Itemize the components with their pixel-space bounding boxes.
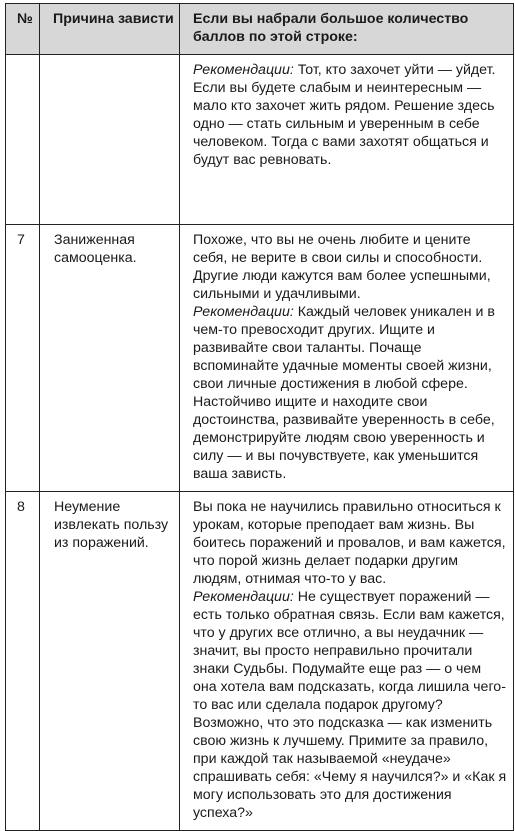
header-cause: Причина зависти (40, 4, 180, 55)
recommendation-paragraph (193, 61, 508, 169)
row-text (180, 225, 514, 492)
row-number: 7 (6, 225, 40, 492)
row-text (180, 55, 514, 225)
row-cause: Заниженная самооценка. (40, 225, 180, 492)
recommendation-text: Каждый человек уникален и в чем-то превосходит других. Ищите и развивайте свои таланты. Почаще вспоминайте удачные моменты своей жизни, свои личные достижения в любой сфере. Настойчиво ищите и находите свои достоинства, развивайте уверенность в себе, демонстрируйте людям свою уверенность и силу — и вы почувствуете, как уменьшится ваша зависть. (193, 304, 495, 482)
recommendation-label: Рекомендации: (193, 62, 294, 78)
row-number: 8 (6, 492, 40, 831)
row-cause: Неумение извлекать пользу из поражений. (40, 492, 180, 831)
recommendation-label: Рекомендации: (193, 304, 294, 320)
intro-paragraph: Похоже, что вы не очень любите и цените себя, не верите в свои силы и способности. Другие люди кажутся вам более успешными, сильными и удачливыми. (193, 232, 491, 302)
envy-causes-table (5, 3, 514, 831)
row-cause (40, 55, 180, 225)
row-text (180, 492, 514, 831)
intro-paragraph: Вы пока не научились правильно относиться к урокам, которые преподает вам жизнь. Вы боитесь поражений и провалов, и вам кажется, что порой жизнь делает подарки другим людям, отнимая что-то у вас. (193, 499, 506, 587)
recommendation-paragraph (193, 588, 508, 822)
table-row (6, 55, 514, 225)
header-number: № (6, 4, 40, 55)
document-page (5, 3, 513, 831)
table-header-row (6, 4, 514, 55)
recommendation-text: Тот, кто захочет уйти — уйдет. Если вы будете слабым и неинтересным — мало кто захочет жить рядом. Решение здесь одно — стать сильным и уверенным в себе человеком. Тогда с вами захотят общаться и будут вас ревновать. (193, 62, 496, 168)
table-row (6, 225, 514, 492)
recommendation-text: Не существует поражений — есть только обратная связь. Если вам кажется, что у других все отлично, а вы неудачник — значит, вы просто неправильно прочитали знаки Судьбы. Подумайте еще раз — о чем она хотела вам подсказать, когда лишила чего-то вас или сделала подарок другому? Возможно, что это подсказка — как изменить свою жизнь к лучшему. Примите за правило, при каждой так называемой «неудаче» спрашивать себя: «Чему я научился?» и «Как я могу использовать это для достижения успеха?» (193, 589, 507, 821)
recommendation-label: Рекомендации: (193, 589, 294, 605)
recommendation-paragraph (193, 303, 508, 483)
header-recommendation: Если вы набрали большое количество баллов по этой строке: (180, 4, 514, 55)
table-row (6, 492, 514, 831)
row-number (6, 55, 40, 225)
